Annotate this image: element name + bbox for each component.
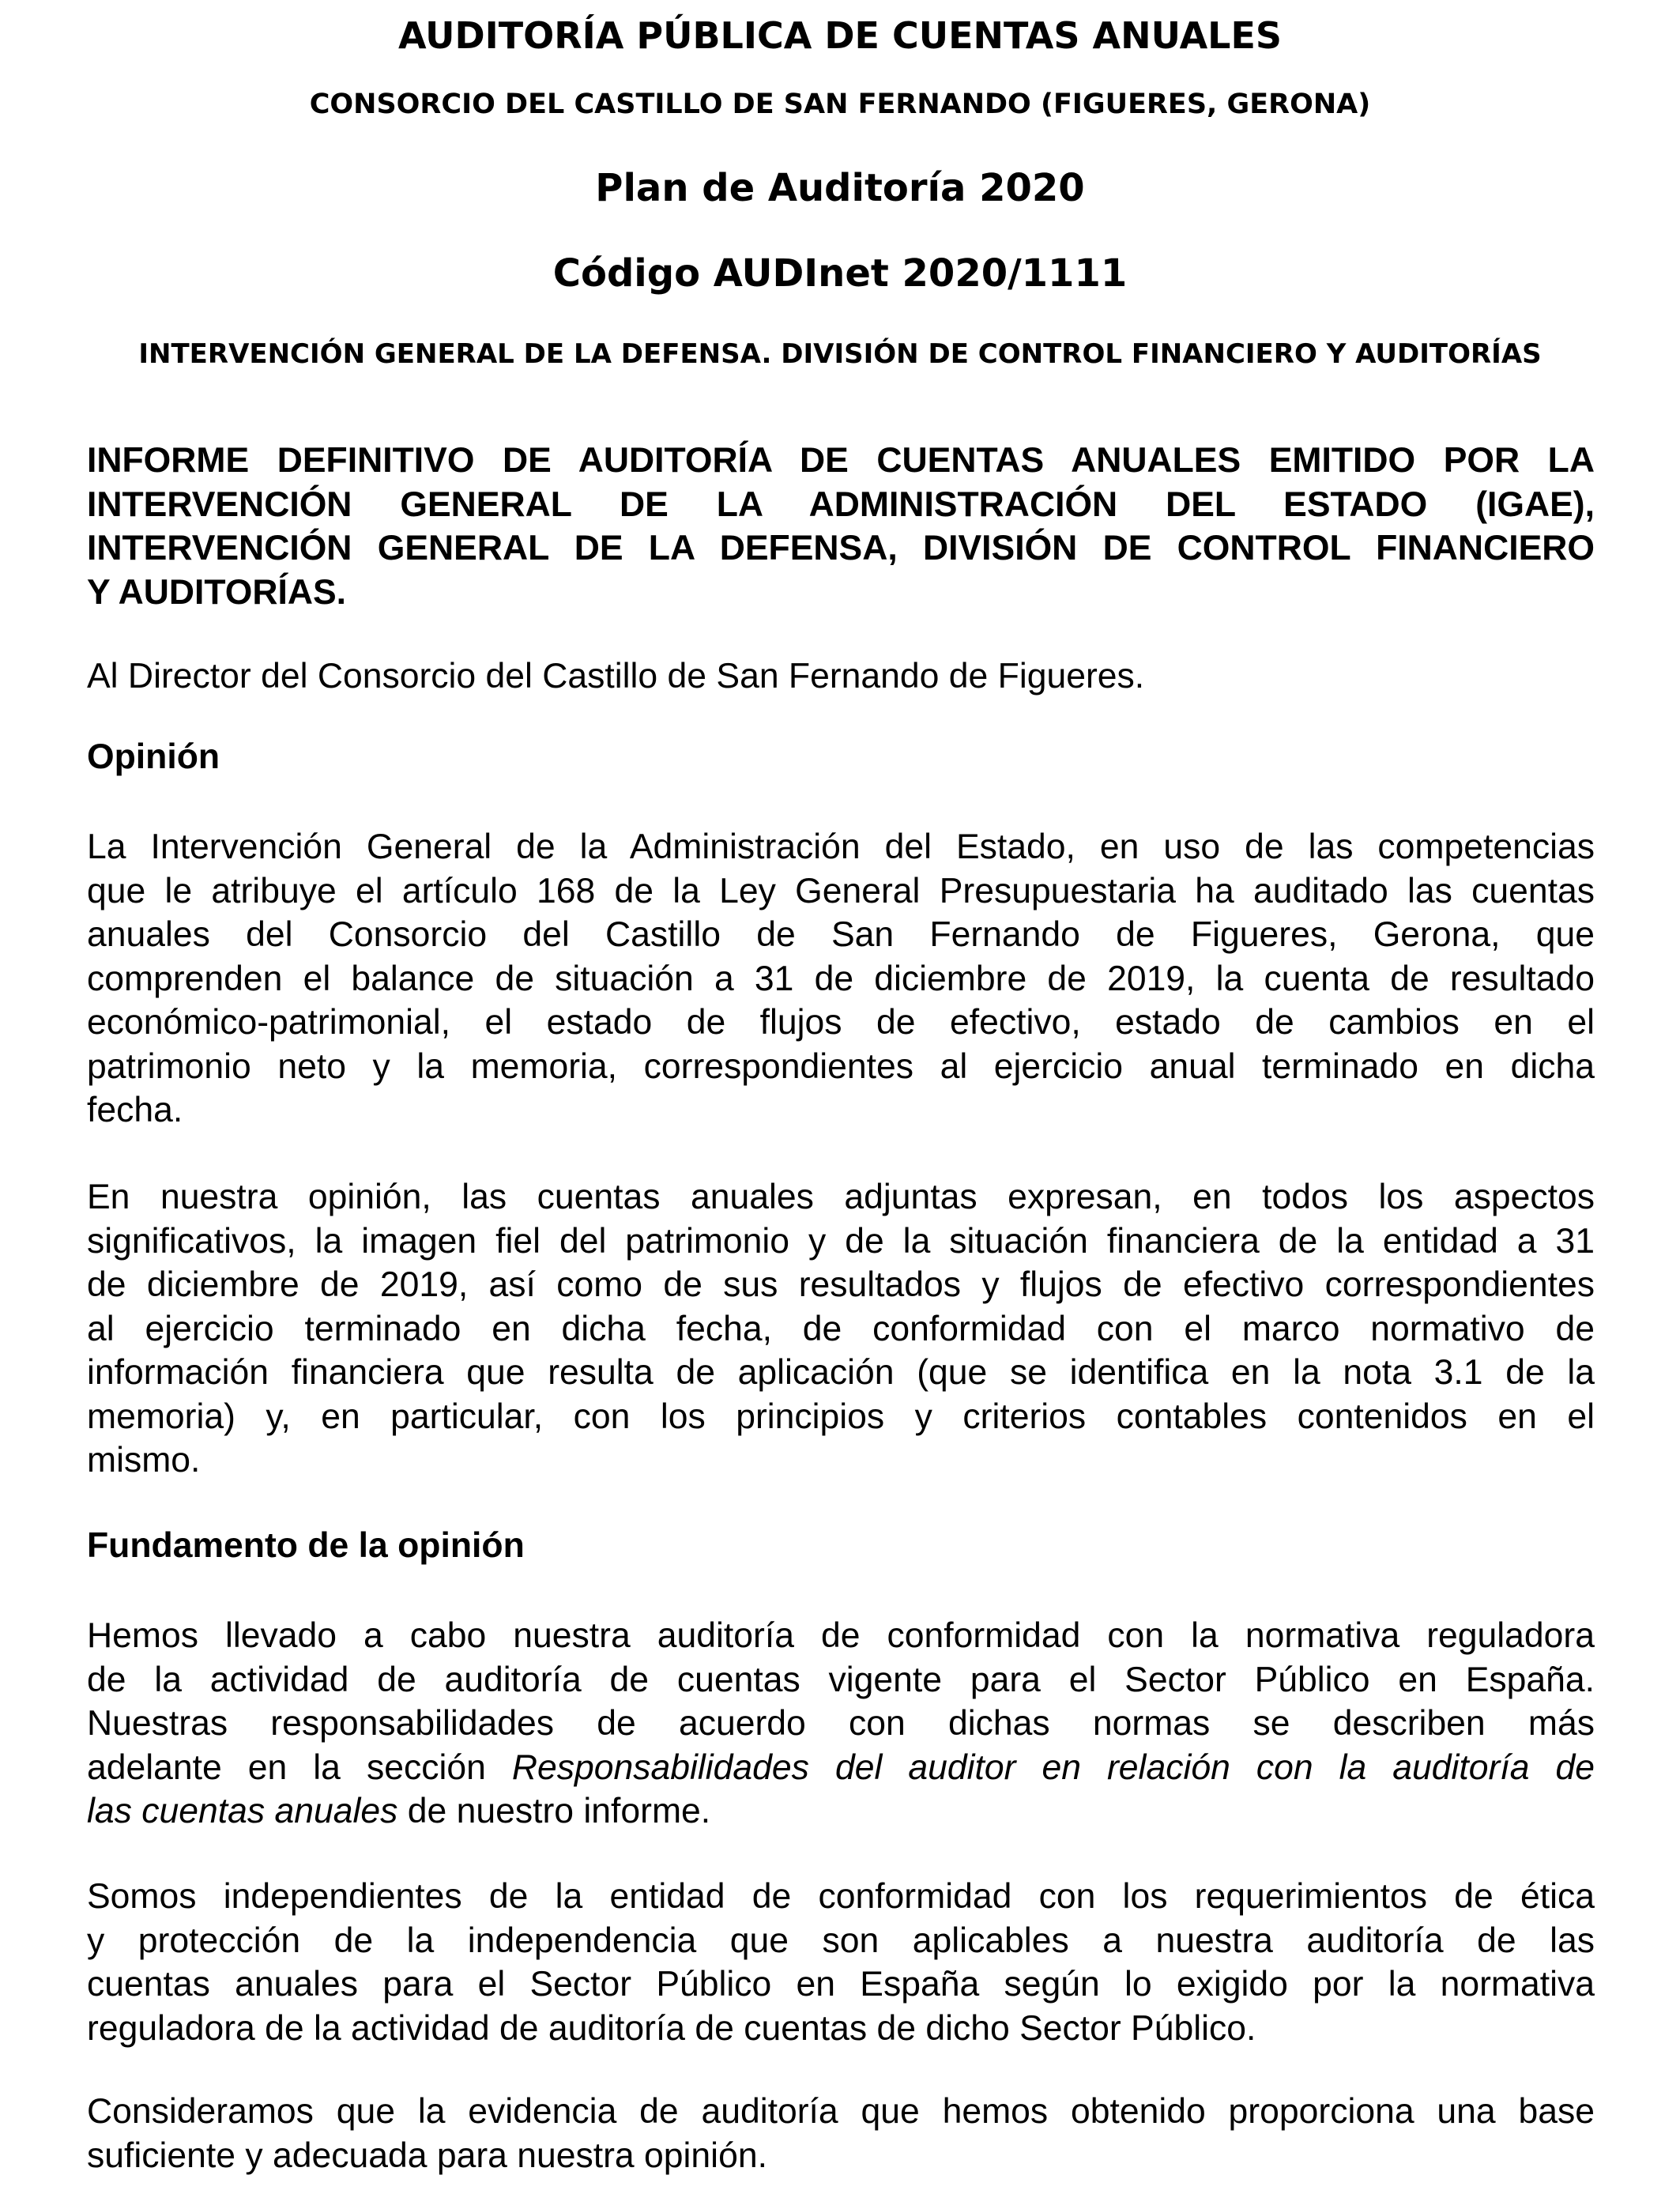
- report-title-line: INTERVENCIÓN GENERAL DE LA ADMINISTRACIÓN DEL ESTADO (IGAE),: [87, 484, 1595, 524]
- paragraph-line: reguladora de la actividad de auditoría de cuentas de dicho Sector Público.: [87, 2008, 1256, 2048]
- paragraph-fundamento-2: [87, 1875, 1595, 2050]
- header-entity-name: CONSORCIO DEL CASTILLO DE SAN FERNANDO (FIGUERES, GERONA): [309, 89, 1371, 120]
- paragraph-line: que le atribuye el artículo 168 de la Ley General Presupuestaria ha auditado las cuentas: [87, 871, 1595, 910]
- section-heading-fundamento: Fundamento de la opinión: [87, 1526, 525, 1565]
- paragraph-line: Consideramos que la evidencia de auditoría que hemos obtenido proporciona una base: [87, 2092, 1595, 2131]
- report-title-line: Y AUDITORÍAS.: [87, 572, 347, 612]
- paragraph-line: mismo.: [87, 1441, 201, 1480]
- report-title: [87, 439, 1595, 614]
- paragraph-line: información financiera que resulta de aplicación (que se identifica en la nota 3.1 de la: [87, 1353, 1595, 1392]
- paragraph-line: memoria) y, en particular, con los principios y criterios contables contenidos en el: [87, 1397, 1595, 1436]
- report-title-line: INFORME DEFINITIVO DE AUDITORÍA DE CUENTAS ANUALES EMITIDO POR LA: [87, 441, 1595, 480]
- text-run: de nuestro informe.: [397, 1792, 711, 1830]
- paragraph-fundamento-1: [87, 1614, 1595, 1834]
- paragraph-fundamento-3: [87, 2090, 1595, 2177]
- paragraph-line: cuentas anuales para el Sector Público en España según lo exigido por la normativa: [87, 1965, 1595, 2004]
- section-heading-opinion: Opinión: [87, 737, 220, 776]
- header-plan: Plan de Auditoría 2020: [595, 166, 1085, 210]
- paragraph-line: patrimonio neto y la memoria, correspondientes al ejercicio anual terminado en dicha: [87, 1046, 1595, 1086]
- paragraph-line: Nuestras responsabilidades de acuerdo con dichas normas se describen más: [87, 1704, 1595, 1743]
- italic-section-reference: Responsabilidades del auditor en relación con la auditoría de: [511, 1747, 1595, 1787]
- paragraph-line: y protección de la independencia que son aplicables a nuestra auditoría de las: [87, 1921, 1595, 1960]
- paragraph-line: significativos, la imagen fiel del patrimonio y de la situación financiera de la entidad a 31: [87, 1221, 1595, 1261]
- paragraph-line: anuales del Consorcio del Castillo de San Fernando de Figueres, Gerona, que: [87, 915, 1595, 954]
- addressee: Al Director del Consorcio del Castillo de San Fernando de Figueres.: [87, 657, 1145, 696]
- paragraph-line: [87, 1746, 1595, 1790]
- paragraph-opinion-2: [87, 1175, 1595, 1483]
- paragraph-line: En nuestra opinión, las cuentas anuales adjuntas expresan, en todos los aspectos: [87, 1178, 1595, 1216]
- paragraph-line: Somos independientes de la entidad de conformidad con los requerimientos de ética: [87, 1877, 1595, 1916]
- paragraph-line: suficiente y adecuada para nuestra opinión.: [87, 2136, 767, 2175]
- paragraph-line: La Intervención General de la Administración del Estado, en uso de las competencias: [87, 827, 1595, 866]
- header-code: Código AUDInet 2020/1111: [552, 251, 1128, 296]
- text-run: adelante en la sección: [87, 1747, 512, 1787]
- paragraph-line: al ejercicio terminado en dicha fecha, de conformidad con el marco normativo de: [87, 1309, 1595, 1348]
- paragraph-line: de la actividad de auditoría de cuentas vigente para el Sector Público en España.: [87, 1660, 1595, 1699]
- italic-section-reference: las cuentas anuales: [87, 1792, 398, 1830]
- paragraph-line: [87, 1789, 1595, 1834]
- paragraph-line: fecha.: [87, 1091, 183, 1129]
- paragraph-opinion-1: [87, 825, 1595, 1133]
- report-title-line: INTERVENCIÓN GENERAL DE LA DEFENSA, DIVISIÓN DE CONTROL FINANCIERO: [87, 529, 1595, 567]
- paragraph-line: económico-patrimonial, el estado de flujos de efectivo, estado de cambios en el: [87, 1003, 1595, 1042]
- header-audit-title: AUDITORÍA PÚBLICA DE CUENTAS ANUALES: [397, 14, 1283, 57]
- paragraph-line: comprenden el balance de situación a 31 de diciembre de 2019, la cuenta de resultado: [87, 959, 1595, 998]
- header-division: INTERVENCIÓN GENERAL DE LA DEFENSA. DIVISIÓN DE CONTROL FINANCIERO Y AUDITORÍAS: [138, 338, 1542, 370]
- paragraph-line: de diciembre de 2019, así como de sus resultados y flujos de efectivo correspondientes: [87, 1265, 1595, 1304]
- paragraph-line: Hemos llevado a cabo nuestra auditoría de conformidad con la normativa reguladora: [87, 1616, 1595, 1655]
